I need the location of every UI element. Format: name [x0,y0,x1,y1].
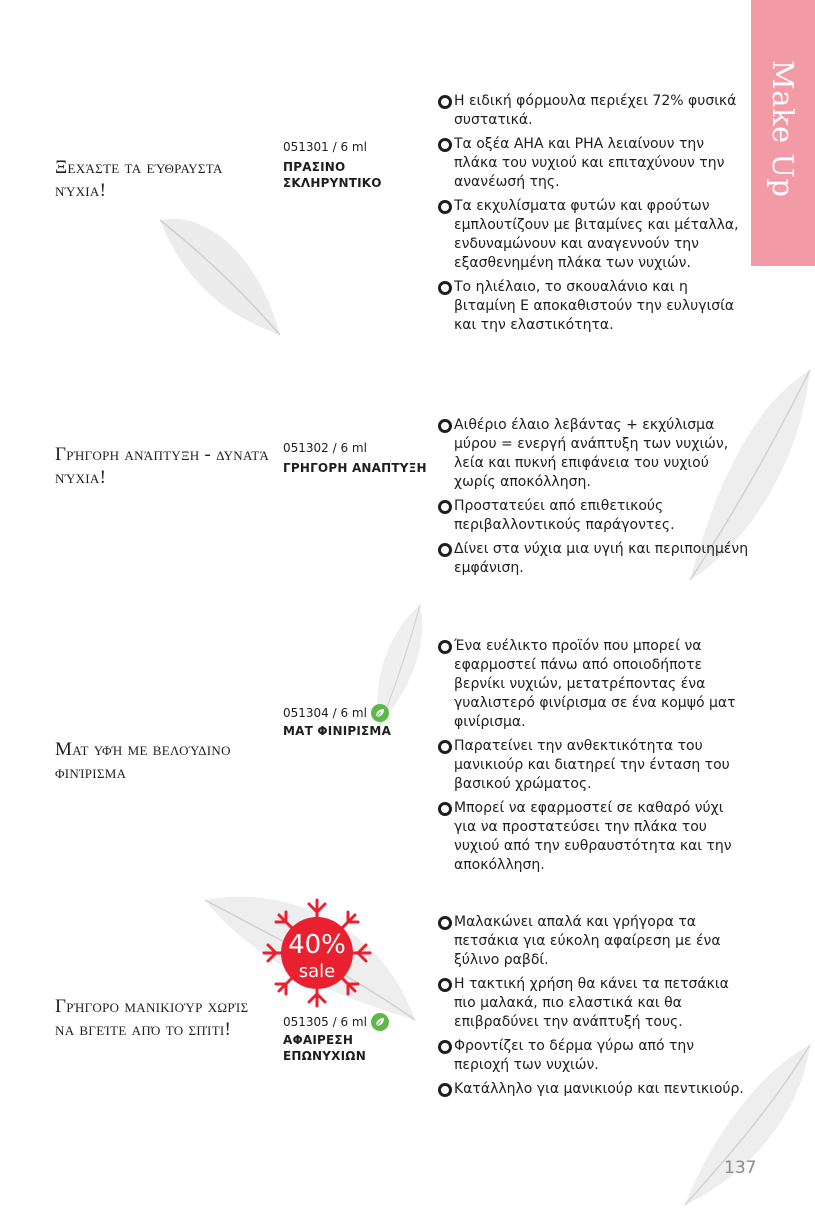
product-code [283,704,389,722]
feature-item [438,913,750,970]
feature-text: Μπορεί να εφαρμοστεί σε καθαρό νύχι για να προστατεύσει την πλάκα του νυχιού από την ευθραυστότητα και την αποκόλληση. [454,800,732,873]
feature-item [438,197,750,273]
product-code-text: 051305 / 6 ml [283,1015,367,1029]
product-code-text: 051301 / 6 ml [283,140,367,154]
feature-text: Μαλακώνει απαλά και γρήγορα τα πετσάκια για εύκολη αφαίρεση με ένα ξύλινο ραβδί. [454,914,721,968]
product-features [438,637,750,880]
feature-item [438,92,750,130]
feature-item [438,1037,750,1075]
feature-item [438,540,750,578]
sale-badge [262,898,372,1008]
product-name: ΠΡΑΣΙΝΟ ΣΚΛΗΡΥΝΤΙΚΟ [283,160,382,190]
bullet-icon [438,740,452,754]
feature-text: Αιθέριο έλαιο λεβάντας + εκχύλισμα μύρου = ενεργή ανάπτυξη των νυχιών, λεία και πυκνή επιφάνεια του νυχιού χωρίς αποκόλληση. [454,417,729,490]
eco-leaf-icon [371,1013,389,1031]
product-features [438,416,750,583]
feature-text: Φροντίζει το δέρμα γύρω από την περιοχή των νυχιών. [454,1038,695,1073]
bullet-icon [438,281,452,295]
bullet-icon [438,500,452,514]
bullet-icon [438,138,452,152]
bullet-icon [438,95,452,109]
bullet-icon [438,200,452,214]
sale-label: sale [298,961,336,982]
product-features [438,92,750,340]
product-code-text: 051304 / 6 ml [283,706,367,720]
feature-item [438,497,750,535]
feature-text: Η τακτική χρήση θα κάνει τα πετσάκια πιο μαλακά, πιο ελαστικά και θα επιβραδύνει την ανάπτυξή τους. [454,976,729,1030]
product-code [283,140,367,154]
product-title: Ματ υφή με βελούδινο φινίρισμα [55,739,231,783]
feature-item [438,135,750,192]
feature-text: Δίνει στα νύχια μια υγιή και περιποιημένη εμφάνιση. [454,541,749,576]
product-code-text: 051302 / 6 ml [283,441,367,455]
bullet-icon [438,640,452,654]
feather-decoration [150,200,285,350]
bullet-icon [438,978,452,992]
product-code [283,441,367,455]
product-name: ΜΑΤ ΦΙΝΙΡΙΣΜΑ [283,724,392,738]
eco-leaf-icon [371,704,389,722]
feature-text: Κατάλληλο για μανικιούρ και πεντικιούρ. [454,1081,744,1097]
feature-item [438,799,750,875]
bullet-icon [438,1040,452,1054]
product-name: ΑΦΑΙΡΕΣΗ ΕΠΩΝΥΧΙΩΝ [283,1033,366,1063]
product-name: ΓΡΗΓΟΡΗ ΑΝΑΠΤΥΞΗ [283,461,427,475]
product-features [438,913,750,1104]
page-number: 137 [724,1158,757,1178]
product-code [283,1013,389,1031]
side-category-label: Make Up [766,60,800,198]
feature-item [438,737,750,794]
sale-percent: 40% [288,930,346,960]
feature-text: Ένα ευέλικτο προϊόν που μπορεί να εφαρμοστεί πάνω από οποιοδήποτε βερνίκι νυχιών, μετατρέποντας ένα γυαλιστερό φινίρισμα σε ένα κομψό ματ φινίρισμα. [454,638,736,730]
feature-item [438,278,750,335]
product-title: Ξεχάστε τα εύθραυστα νύχια! [55,157,223,201]
bullet-icon [438,543,452,557]
bullet-icon [438,802,452,816]
feature-text: Τα οξέα AHA και PHA λειαίνουν την πλάκα του νυχιού και επιταχύνουν την ανανέωσή της. [454,136,725,190]
bullet-icon [438,419,452,433]
feature-item [438,1080,750,1099]
product-title: Γρήγορο μανικιούρ χωρίς να βγείτε από το σπίτι! [55,996,249,1040]
bullet-icon [438,1083,452,1097]
feature-text: Η ειδική φόρμουλα περιέχει 72% φυσικά συστατικά. [454,93,737,128]
feature-item [438,975,750,1032]
feature-text: Παρατείνει την ανθεκτικότητα του μανικιούρ και διατηρεί την ένταση του βασικού χρώματος. [454,738,730,792]
feature-text: Προστατεύει από επιθετικούς περιβαλλοντικούς παράγοντες. [454,498,675,533]
bullet-icon [438,916,452,930]
product-title: Γρήγορη ανάπτυξη - δυνατά νύχια! [55,444,270,488]
feature-item [438,637,750,732]
feature-text: Το ηλιέλαιο, το σκουαλάνιο και η βιταμίνη Ε αποκαθιστούν την ευλυγισία και την ελαστικότητα. [454,279,735,333]
feature-text: Τα εκχυλίσματα φυτών και φρούτων εμπλουτίζουν με βιταμίνες και μέταλλα, ενδυναμώνουν και αναγεννούν την εξασθενημένη πλάκα των νυχιών. [454,198,739,271]
feature-item [438,416,750,492]
